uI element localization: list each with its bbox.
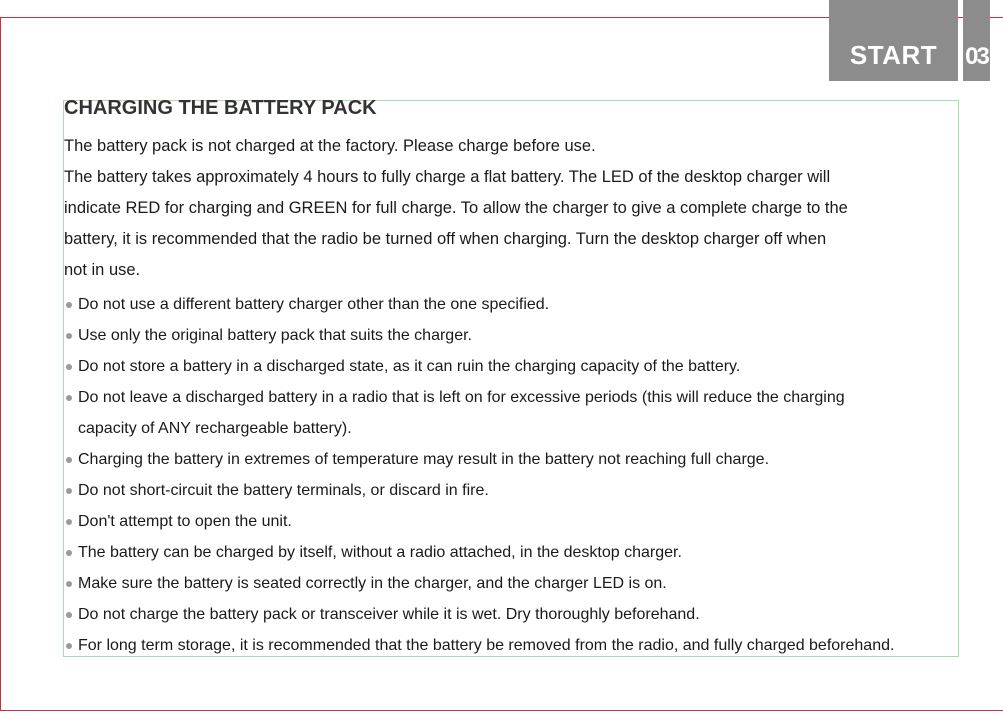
list-item-text: Use only the original battery pack that suits the charger.	[78, 327, 472, 344]
section-tab: START	[829, 0, 958, 81]
list-item	[64, 382, 974, 413]
section-heading: CHARGING THE BATTERY PACK	[64, 97, 377, 119]
list-item-text: Don't attempt to open the unit.	[78, 513, 292, 530]
list-item-text: Do not use a different battery charger other than the one specified.	[78, 296, 550, 313]
bullet-icon	[66, 612, 72, 618]
list-item	[64, 289, 974, 320]
list-item-text: Do not charge the battery pack or transceiver while it is wet. Dry thoroughly beforehand.	[78, 606, 700, 623]
list-item-text: Do not leave a discharged battery in a radio that is left on for excessive periods (this will reduce the charging	[78, 389, 845, 406]
bullet-icon	[66, 364, 72, 370]
list-item-text: Make sure the battery is seated correctly in the charger, and the charger LED is on.	[78, 575, 667, 592]
list-item-text: Do not short-circuit the battery terminals, or discard in fire.	[78, 482, 489, 499]
list-item	[64, 506, 974, 537]
bullet-icon	[66, 550, 72, 556]
list-item-text: capacity of ANY rechargeable battery).	[78, 420, 352, 437]
list-item	[64, 537, 974, 568]
paragraph-line: battery, it is recommended that the radio be turned off when charging. Turn the desktop charger off when	[64, 230, 827, 248]
page-number: 03	[963, 0, 990, 81]
paragraph-line: not in use.	[64, 261, 141, 279]
list-item	[64, 320, 974, 351]
bottom-rule	[0, 710, 1003, 711]
list-item	[64, 599, 974, 630]
bullet-icon	[66, 488, 72, 494]
bullet-icon	[66, 519, 72, 525]
paragraph-line: indicate RED for charging and GREEN for full charge. To allow the charger to give a complete charge to the	[64, 199, 848, 217]
bullet-icon	[66, 395, 72, 401]
caution-list	[64, 289, 974, 661]
list-item-continuation	[64, 413, 974, 444]
list-item-text: Charging the battery in extremes of temperature may result in the battery not reaching full charge.	[78, 451, 770, 468]
bullet-icon	[66, 302, 72, 308]
paragraph-line: The battery pack is not charged at the factory. Please charge before use.	[64, 137, 596, 155]
left-rule	[0, 17, 1, 711]
list-item	[64, 444, 974, 475]
list-item-text: For long term storage, it is recommended that the battery be removed from the radio, and fully charged beforehand.	[78, 637, 895, 654]
list-item-text: The battery can be charged by itself, without a radio attached, in the desktop charger.	[78, 544, 682, 561]
list-item	[64, 630, 974, 661]
bullet-icon	[66, 333, 72, 339]
list-item-text: Do not store a battery in a discharged state, as it can ruin the charging capacity of the battery.	[78, 358, 741, 375]
list-item	[64, 568, 974, 599]
paragraph-line: The battery takes approximately 4 hours to fully charge a flat battery. The LED of the desktop charger will	[64, 168, 831, 186]
list-item	[64, 475, 974, 506]
bullet-icon	[66, 581, 72, 587]
list-item	[64, 351, 974, 382]
bullet-icon	[66, 643, 72, 649]
bullet-icon	[66, 457, 72, 463]
intro-paragraph	[64, 131, 974, 286]
